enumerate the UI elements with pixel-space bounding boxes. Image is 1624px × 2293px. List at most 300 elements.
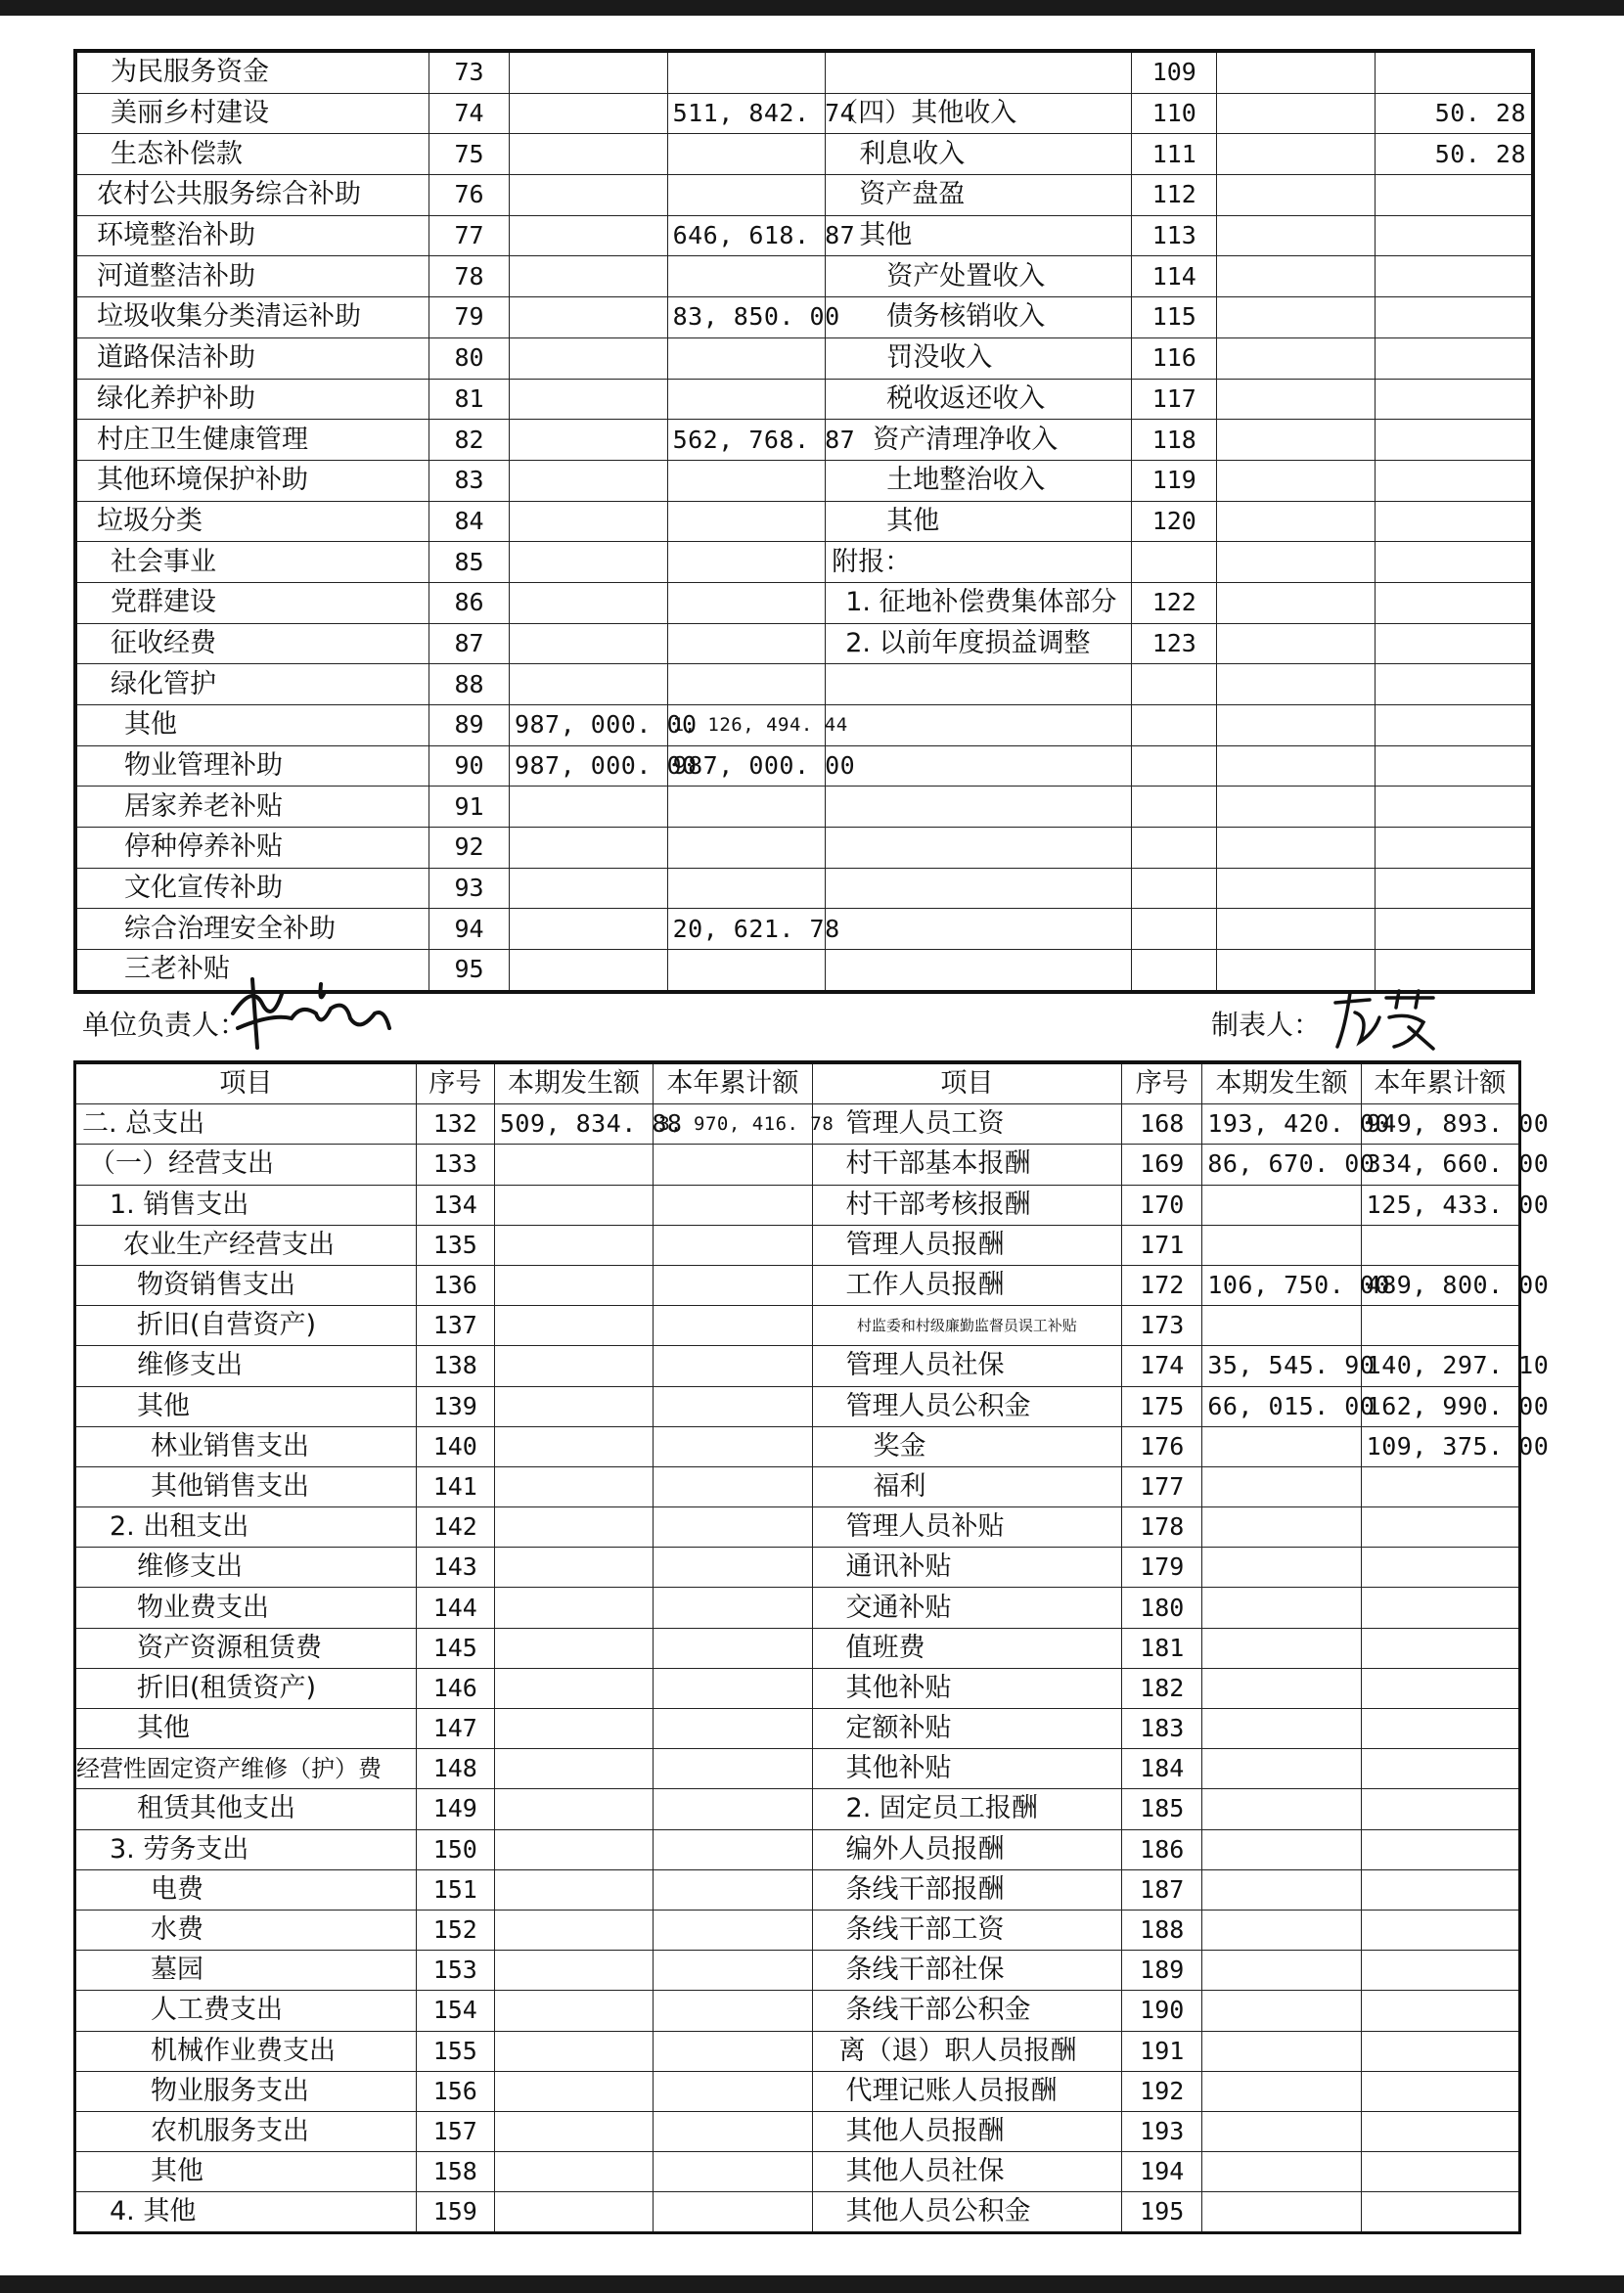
item-cell: 经营性固定资产维修（护）费 [75,1749,417,1789]
current-amount-cell-right [1202,1789,1361,1829]
seq-cell-right: 114 [1132,256,1217,297]
current-amount-cell-right: 106, 750. 00 [1202,1265,1361,1305]
item-cell-right: 定额补贴 [812,1709,1122,1749]
seq-cell-right: 115 [1132,297,1217,338]
table-row [75,1749,1520,1789]
table-row [75,1628,1520,1668]
item-cell-right [826,705,1132,746]
ytd-amount-cell: 987, 000. 00 [667,745,826,787]
item-cell-right [826,950,1132,992]
table-row [75,51,1533,93]
seq-cell: 79 [429,297,510,338]
item-cell-right: 其他补贴 [812,1749,1122,1789]
item-cell-right: 债务核销收入 [826,297,1132,338]
table-row [75,1588,1520,1628]
item-cell: 党群建设 [75,582,429,623]
seq-cell-right: 109 [1132,51,1217,93]
ytd-amount-cell-right: 140, 297. 10 [1361,1346,1519,1386]
ytd-amount-cell [667,501,826,542]
seq-cell-right: 185 [1122,1789,1202,1829]
seq-cell: 142 [416,1507,494,1548]
ytd-amount-cell [654,1829,812,1869]
preparer-label: 制表人： [1211,1009,1322,1041]
table-row [75,1104,1520,1145]
item-cell: 农机服务支出 [75,2111,417,2151]
current-amount-cell-right [1202,1306,1361,1346]
header-item: 项目 [75,1062,417,1104]
current-amount-cell [509,51,667,93]
table-row [75,2152,1520,2192]
item-cell: 其他环境保护补助 [75,460,429,501]
seq-cell: 153 [416,1951,494,1991]
current-amount-cell-right [1217,501,1376,542]
item-cell: 维修支出 [75,1346,417,1386]
item-cell-right [826,868,1132,909]
seq-cell-right: 119 [1132,460,1217,501]
ytd-amount-cell-right: 949, 893. 00 [1361,1104,1519,1145]
seq-cell: 158 [416,2152,494,2192]
ytd-amount-cell-right [1361,2031,1519,2071]
seq-cell-right: 174 [1122,1346,1202,1386]
current-amount-cell [494,1225,653,1265]
current-amount-cell-right [1217,460,1376,501]
item-cell-right: 通讯补贴 [812,1548,1122,1588]
table-row [75,909,1533,950]
item-cell: 折旧(租赁资产) [75,1668,417,1708]
item-cell-right: 1. 征地补偿费集体部分 [826,582,1132,623]
item-cell-right: 税收返还收入 [826,379,1132,420]
seq-cell: 80 [429,337,510,379]
ytd-amount-cell [654,2192,812,2233]
current-amount-cell [494,1306,653,1346]
current-amount-cell [494,1185,653,1225]
table-row [75,256,1533,297]
seq-cell: 75 [429,134,510,175]
seq-cell: 143 [416,1548,494,1588]
item-cell: 停种停养补贴 [75,828,429,869]
seq-cell-right [1132,705,1217,746]
seq-cell: 154 [416,1991,494,2031]
header-current: 本期发生额 [494,1062,653,1104]
ytd-amount-cell [667,51,826,93]
ytd-amount-cell-right [1375,51,1533,93]
seq-cell: 86 [429,582,510,623]
current-amount-cell-right [1202,2031,1361,2071]
ytd-amount-cell-right: 50. 28 [1375,134,1533,175]
table-row [75,705,1533,746]
current-amount-cell [494,1709,653,1749]
seq-cell-right: 116 [1132,337,1217,379]
ytd-amount-cell-right [1375,623,1533,664]
table-row [75,1829,1520,1869]
preparer-signature [1326,988,1443,1057]
ytd-amount-cell-right [1361,1225,1519,1265]
item-cell: 物业服务支出 [75,2071,417,2111]
seq-cell: 91 [429,787,510,828]
item-cell-right: 罚没收入 [826,337,1132,379]
ytd-amount-cell [654,2071,812,2111]
ytd-amount-cell-right [1361,1789,1519,1829]
current-amount-cell-right: 35, 545. 90 [1202,1346,1361,1386]
item-cell-right [826,664,1132,705]
current-amount-cell-right [1202,1225,1361,1265]
current-amount-cell-right [1202,1869,1361,1910]
header-item-right: 项目 [812,1062,1122,1104]
item-cell: 其他 [75,1386,417,1426]
ytd-amount-cell-right [1361,1548,1519,1588]
table-row [75,1145,1520,1185]
current-amount-cell [494,1869,653,1910]
ytd-amount-cell-right [1375,664,1533,705]
ytd-amount-cell-right [1361,1588,1519,1628]
item-cell-right: 2. 固定员工报酬 [812,1789,1122,1829]
table-row [75,1709,1520,1749]
seq-cell-right [1132,745,1217,787]
ytd-amount-cell-right [1361,2152,1519,2192]
table-row [75,1991,1520,2031]
item-cell: 物资销售支出 [75,1265,417,1305]
table-row [75,379,1533,420]
seq-cell: 144 [416,1588,494,1628]
item-cell-right: 交通补贴 [812,1588,1122,1628]
item-cell: 其他 [75,1709,417,1749]
current-amount-cell [494,1386,653,1426]
current-amount-cell [494,2031,653,2071]
seq-cell-right [1132,950,1217,992]
ytd-amount-cell-right: 334, 660. 00 [1361,1145,1519,1185]
item-cell: 垃圾收集分类清运补助 [75,297,429,338]
item-cell: 折旧(自营资产) [75,1306,417,1346]
current-amount-cell-right [1202,1466,1361,1506]
current-amount-cell-right [1217,379,1376,420]
current-amount-cell [509,909,667,950]
ytd-amount-cell-right [1361,1668,1519,1708]
current-amount-cell-right [1202,1185,1361,1225]
item-cell-right: 编外人员报酬 [812,1829,1122,1869]
current-amount-cell-right [1202,1507,1361,1548]
item-cell: 其他 [75,2152,417,2192]
seq-cell-right [1132,787,1217,828]
seq-cell-right: 110 [1132,93,1217,134]
current-amount-cell-right [1217,337,1376,379]
ytd-amount-cell [667,868,826,909]
ytd-amount-cell [654,1709,812,1749]
ytd-amount-cell-right [1361,1466,1519,1506]
current-amount-cell [509,623,667,664]
seq-cell: 90 [429,745,510,787]
item-cell: 维修支出 [75,1548,417,1588]
current-amount-cell-right: 86, 670. 00 [1202,1145,1361,1185]
current-amount-cell [494,1951,653,1991]
item-cell-right: 代理记账人员报酬 [812,2071,1122,2111]
seq-cell-right [1132,664,1217,705]
table-row [75,1548,1520,1588]
current-amount-cell-right [1202,2152,1361,2192]
current-amount-cell-right: 66, 015. 00 [1202,1386,1361,1426]
seq-cell: 133 [416,1145,494,1185]
ytd-amount-cell [654,1265,812,1305]
current-amount-cell [494,1991,653,2031]
item-cell-right [826,745,1132,787]
ytd-amount-cell-right [1361,2111,1519,2151]
seq-cell-right: 180 [1122,1588,1202,1628]
item-cell: 资产资源租赁费 [75,1628,417,1668]
item-cell-right: 条线干部报酬 [812,1869,1122,1910]
seq-cell-right: 171 [1122,1225,1202,1265]
item-cell: 征收经费 [75,623,429,664]
table-row [75,215,1533,256]
item-cell-right: 村监委和村级廉勤监督员误工补贴 [812,1306,1122,1346]
unit-head-signature [223,974,409,1053]
item-cell-right: 工作人员报酬 [812,1265,1122,1305]
table-row [75,1869,1520,1910]
seq-cell-right: 178 [1122,1507,1202,1548]
seq-cell: 149 [416,1789,494,1829]
current-amount-cell-right [1217,787,1376,828]
current-amount-cell [509,828,667,869]
seq-cell: 135 [416,1225,494,1265]
ytd-amount-cell [667,460,826,501]
ytd-amount-cell-right [1361,1709,1519,1749]
ytd-amount-cell-right [1375,501,1533,542]
table-row [75,297,1533,338]
item-cell: 为民服务资金 [75,51,429,93]
ytd-amount-cell-right [1361,1507,1519,1548]
current-amount-cell-right [1217,542,1376,583]
current-amount-cell [509,664,667,705]
seq-cell-right [1132,868,1217,909]
seq-cell: 94 [429,909,510,950]
ytd-amount-cell [654,1225,812,1265]
current-amount-cell [494,2111,653,2151]
item-cell-right [826,51,1132,93]
seq-cell-right: 175 [1122,1386,1202,1426]
item-cell: 生态补偿款 [75,134,429,175]
table-row [75,1306,1520,1346]
item-cell: 1. 销售支出 [75,1185,417,1225]
table-row [75,1346,1520,1386]
current-amount-cell: 509, 834. 88 [494,1104,653,1145]
ytd-amount-cell [654,1789,812,1829]
item-cell-right: 奖金 [812,1426,1122,1466]
item-cell-right: 利息收入 [826,134,1132,175]
seq-cell-right: 182 [1122,1668,1202,1708]
seq-cell-right: 176 [1122,1426,1202,1466]
ytd-amount-cell [654,1749,812,1789]
seq-cell-right: 194 [1122,2152,1202,2192]
ytd-amount-cell [654,1951,812,1991]
ytd-amount-cell [654,1145,812,1185]
header-current-right: 本期发生额 [1202,1062,1361,1104]
seq-cell: 73 [429,51,510,93]
seq-cell-right: 168 [1122,1104,1202,1145]
unit-head-label: 单位负责人： [82,1009,248,1041]
current-amount-cell [494,1829,653,1869]
table-row [75,175,1533,216]
ytd-amount-cell [667,950,826,992]
ytd-amount-cell [667,664,826,705]
item-cell-right [826,909,1132,950]
item-cell: 林业销售支出 [75,1426,417,1466]
ytd-amount-cell [654,1910,812,1950]
item-cell-right: 条线干部公积金 [812,1991,1122,2031]
current-amount-cell [494,1910,653,1950]
item-cell-right: 村干部考核报酬 [812,1185,1122,1225]
current-amount-cell [494,1466,653,1506]
ytd-amount-cell [654,1869,812,1910]
item-cell: 其他销售支出 [75,1466,417,1506]
seq-cell: 78 [429,256,510,297]
item-cell: 社会事业 [75,542,429,583]
ytd-amount-cell [667,828,826,869]
table-row [75,1386,1520,1426]
item-cell: 村庄卫生健康管理 [75,420,429,461]
seq-cell-right: 123 [1132,623,1217,664]
current-amount-cell-right [1202,2192,1361,2233]
item-cell: 2. 出租支出 [75,1507,417,1548]
table-row [75,1426,1520,1466]
current-amount-cell [494,1789,653,1829]
table-row [75,664,1533,705]
seq-cell-right: 188 [1122,1910,1202,1950]
seq-cell: 93 [429,868,510,909]
item-cell-right: 管理人员公积金 [812,1386,1122,1426]
seq-cell: 92 [429,828,510,869]
seq-cell-right [1132,909,1217,950]
item-cell-right: 管理人员社保 [812,1346,1122,1386]
current-amount-cell [509,542,667,583]
current-amount-cell [509,420,667,461]
item-cell-right: 离（退）职人员报酬 [812,2031,1122,2071]
current-amount-cell-right [1202,1951,1361,1991]
ytd-amount-cell-right [1361,2071,1519,2111]
seq-cell-right: 120 [1132,501,1217,542]
current-amount-cell-right [1217,909,1376,950]
current-amount-cell [509,297,667,338]
unit-head-signature-line [82,1004,247,1043]
seq-cell: 82 [429,420,510,461]
table-row [75,1225,1520,1265]
item-cell: 河道整洁补助 [75,256,429,297]
current-amount-cell-right [1202,1588,1361,1628]
current-amount-cell-right: 193, 420. 00 [1202,1104,1361,1145]
table-row [75,460,1533,501]
ytd-amount-cell [654,1426,812,1466]
seq-cell: 87 [429,623,510,664]
ytd-amount-cell: 562, 768. 87 [667,420,826,461]
table-row [75,1951,1520,1991]
current-amount-cell-right [1217,134,1376,175]
ytd-amount-cell-right [1361,1951,1519,1991]
header-ytd: 本年累计额 [654,1062,812,1104]
seq-cell-right: 193 [1122,2111,1202,2151]
current-amount-cell [494,2071,653,2111]
current-amount-cell-right [1202,1668,1361,1708]
ytd-amount-cell-right: 125, 433. 00 [1361,1185,1519,1225]
seq-cell-right: 118 [1132,420,1217,461]
ytd-amount-cell [654,1548,812,1588]
seq-cell-right: 112 [1132,175,1217,216]
ytd-amount-cell [667,582,826,623]
seq-cell: 77 [429,215,510,256]
item-cell-right [826,787,1132,828]
ytd-amount-cell [654,1628,812,1668]
ytd-amount-cell-right [1361,1829,1519,1869]
current-amount-cell-right [1202,1829,1361,1869]
item-cell-right [826,828,1132,869]
seq-cell: 134 [416,1185,494,1225]
current-amount-cell: 987, 000. 00 [509,745,667,787]
ytd-amount-cell [667,623,826,664]
current-amount-cell [509,787,667,828]
current-amount-cell [509,460,667,501]
table-header-row [75,1062,1520,1104]
ytd-amount-cell: 83, 850. 00 [667,297,826,338]
seq-cell-right: 113 [1132,215,1217,256]
current-amount-cell [494,2192,653,2233]
item-cell: 文化宣传补助 [75,868,429,909]
seq-cell: 140 [416,1426,494,1466]
seq-cell: 81 [429,379,510,420]
table-row [75,582,1533,623]
seq-cell: 136 [416,1265,494,1305]
seq-cell-right: 172 [1122,1265,1202,1305]
ytd-amount-cell [654,1991,812,2031]
item-cell: 绿化管护 [75,664,429,705]
ytd-amount-cell-right: 109, 375. 00 [1361,1426,1519,1466]
table-row [75,1265,1520,1305]
ytd-amount-cell [654,1668,812,1708]
ytd-amount-cell-right [1375,175,1533,216]
seq-cell-right: 181 [1122,1628,1202,1668]
current-amount-cell [494,1588,653,1628]
current-amount-cell [494,1145,653,1185]
ytd-amount-cell-right [1375,297,1533,338]
seq-cell-right [1132,828,1217,869]
table-row [75,337,1533,379]
current-amount-cell [494,1628,653,1668]
current-amount-cell-right [1202,1991,1361,2031]
ytd-amount-cell [667,256,826,297]
ytd-amount-cell [667,379,826,420]
item-cell: 3. 劳务支出 [75,1829,417,1869]
item-cell-right: 2. 以前年度损益调整 [826,623,1132,664]
ytd-amount-cell [654,2031,812,2071]
table-row [75,868,1533,909]
current-amount-cell-right [1217,623,1376,664]
preparer-signature-line [1211,1004,1321,1043]
item-cell-right: 管理人员报酬 [812,1225,1122,1265]
ytd-amount-cell-right [1375,950,1533,992]
ytd-amount-cell-right [1375,460,1533,501]
table-row [75,2071,1520,2111]
current-amount-cell [509,337,667,379]
ytd-amount-cell-right [1375,420,1533,461]
seq-cell: 151 [416,1869,494,1910]
item-cell: 二. 总支出 [75,1104,417,1145]
item-cell-right: 土地整治收入 [826,460,1132,501]
seq-cell: 147 [416,1709,494,1749]
ytd-amount-cell-right [1375,868,1533,909]
ytd-amount-cell [667,134,826,175]
seq-cell: 159 [416,2192,494,2233]
item-cell: 居家养老补贴 [75,787,429,828]
ytd-amount-cell-right [1361,2192,1519,2233]
seq-cell: 156 [416,2071,494,2111]
item-cell: 水费 [75,1910,417,1950]
seq-cell: 85 [429,542,510,583]
item-cell-right: （四）其他收入 [826,93,1132,134]
